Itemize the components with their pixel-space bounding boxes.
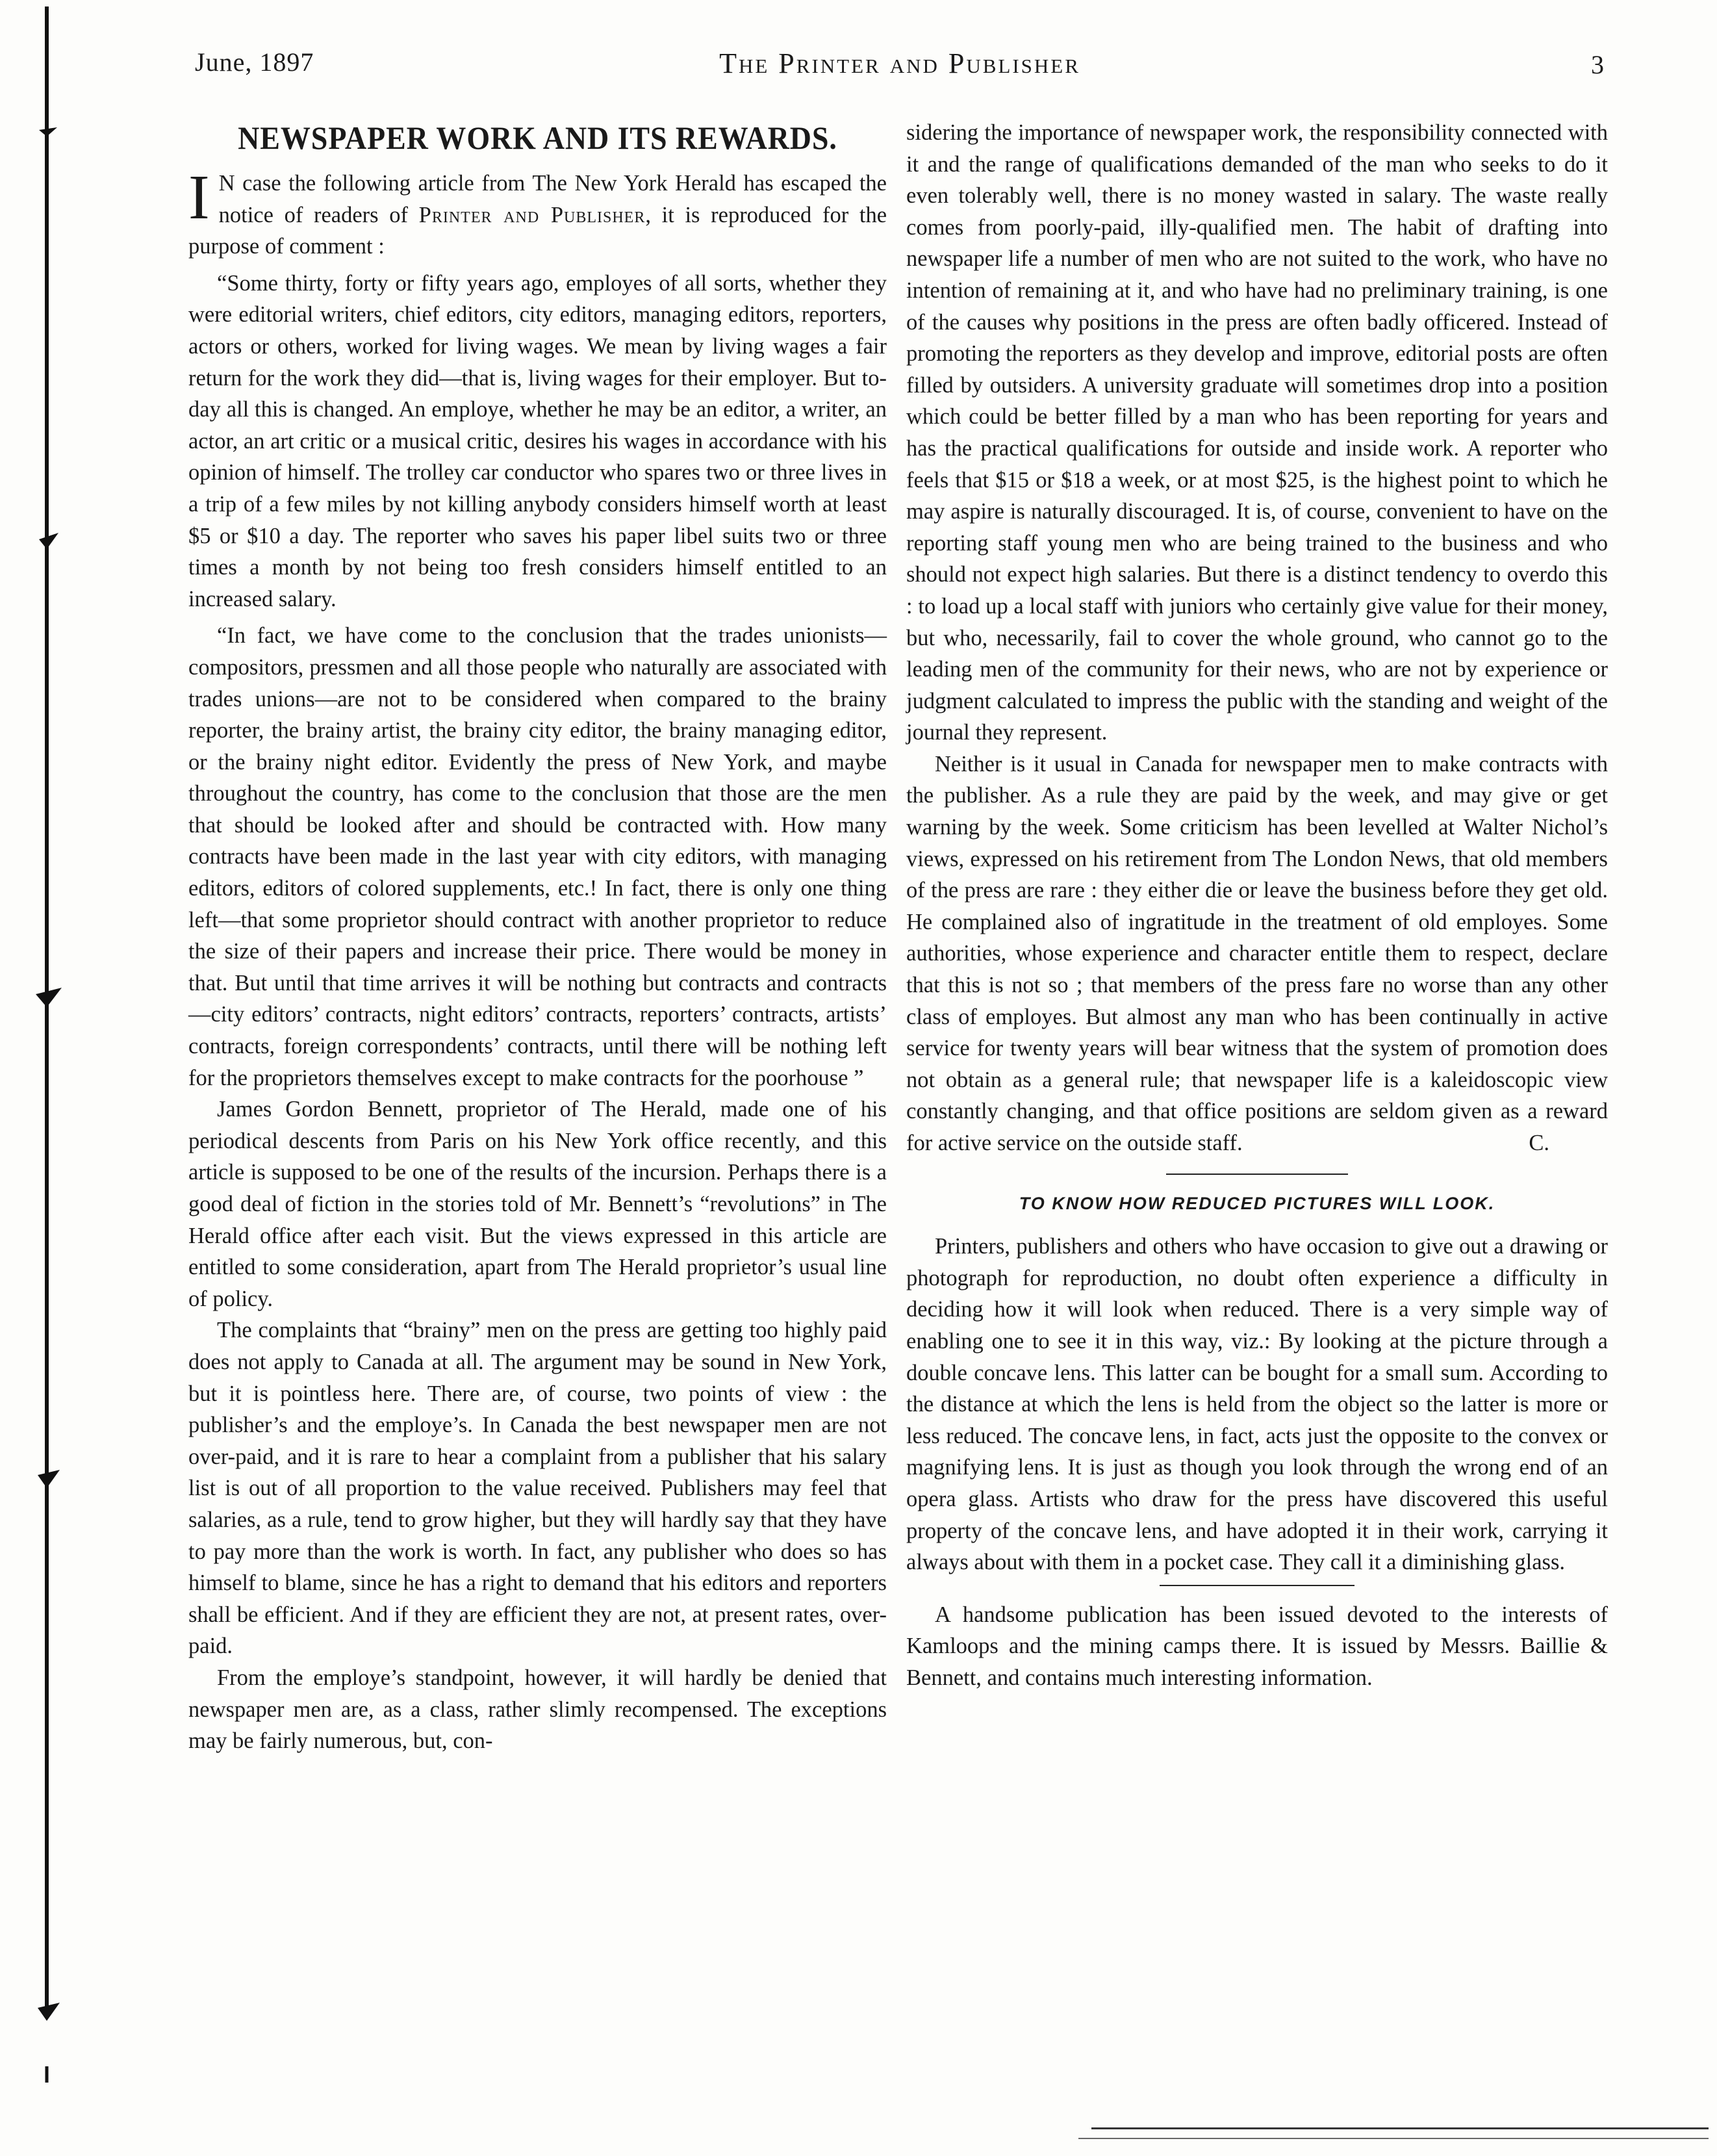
intro-text-before: N case the following article from The New York Herald has escaped the notice of readers of bbox=[218, 171, 887, 227]
issue-date: June, 1897 bbox=[195, 47, 314, 77]
right-column bbox=[906, 117, 1608, 1694]
footer-rule-2 bbox=[1078, 2138, 1709, 2139]
kamloops-paragraph: A handsome publication has been issued devoted to the interests of Kamloops and the mining camps there. It is issued by Messrs. Baillie & Bennett, and contains much interesting information. bbox=[906, 1602, 1608, 1690]
page-header bbox=[195, 47, 1605, 92]
quote-paragraph-1: “Some thirty, forty or fifty years ago, employes of all sorts, whether they were editorial writers, chief editors, city editors, managing editors, reporters, actors or others, worked for living wages. We mean by living wages a fair return for the work they did—that is, living wages for their employer. But to-day all this is changed. An employe, whether he may be an editor, a writer, an actor, an art critic or a musical critic, desires his wages in accordance with his opinion of himself. The trolley car conductor who spares two or three lives in a trip of a few miles by not killing anybody considers himself worth at least $5 or $10 a day. The reporter who saves his paper libel suits two or three times a month by not being too fresh considers himself entitled to an increased salary. bbox=[188, 270, 887, 611]
section-divider bbox=[1166, 1174, 1348, 1175]
drop-cap: I bbox=[188, 162, 210, 233]
continued-paragraph: sidering the importance of newspaper work, the responsibility connected with it and the range of qualifications demanded of the man who seeks to do it even tolerably well, there is no money wasted in salary. The waste really comes from poorly-paid, illy-qualified men. The habit of drafting into newspaper life a number of men who are not suited to the work, who have no intention of remaining at it, and who have had no preliminary training, is one of the causes why positions in the press are often badly officered. Instead of promoting the reporters as they develop and improve, editorial posts are often filled by outsiders. A university graduate will sometimes drop into a position which could be better filled by a man who has been reporting for years and has the practical qualifications for outside and inside work. A reporter who feels that $15 or $18 a week, or at most $25, is the highest point to which he may aspire is naturally discouraged. It is, of course, convenient to have on the reporting staff young men who are being trained to the business and who should not expect high salaries. But there is a distinct tendency to overdo this : to load up a local staff with juniors who certainly give value for their money, but who, necessarily, fail to cover the whole ground, who cannot go to the leading men of the community for their news, who are not by experience or judgment calculated to impress the public with the standing and weight of the journal they represent. bbox=[906, 120, 1608, 745]
publication-title: The Printer and Publisher bbox=[719, 47, 1080, 79]
binding-margin-marks bbox=[0, 0, 78, 2156]
footer-rule bbox=[1091, 2127, 1709, 2129]
page-number: 3 bbox=[1591, 50, 1605, 79]
body-paragraph-employe: From the employe’s standpoint, however, it will hardly be denied that newspaper men are, as a class, rather slimly recompensed. The exceptions may be fairly numerous, but, con- bbox=[188, 1665, 887, 1754]
publication-name: Printer and Publisher bbox=[418, 202, 646, 227]
intro-paragraph bbox=[188, 162, 887, 263]
lens-paragraph: Printers, publishers and others who have occasion to give out a drawing or photograph for reproduction, no doubt often experience a difficulty in deciding how it will look when reduced. There is a very simple way of enabling one to see it in this way, viz.: By looking at the picture through a double concave lens. This latter can be bought for a small sum. According to the distance at which the lens is held from the object so the latter is more or less reduced. The concave lens, in fact, acts just the opposite to the convex or magnifying lens. It is just as though you look through the wrong end of an opera glass. Artists who draw for the press have discovered this useful property of the concave lens, and have adopted it in their work, carrying it always about with them in a pocket case. They call it a diminishing glass. bbox=[906, 1234, 1608, 1575]
body-paragraph-bennett: James Gordon Bennett, proprietor of The Herald, made one of his periodical descents from Paris on his New York office recently, and this article is supposed to be one of the results of the incursion. Perhaps there is a good deal of fiction in the stories told of Mr. Bennett’s “revolutions” in The Herald office after each visit. But the views expressed in this article are entitled to some consideration, apart from The Herald proprietor’s usual line of policy. bbox=[188, 1097, 887, 1311]
section-divider-2 bbox=[1160, 1585, 1355, 1586]
section-subhead: TO KNOW HOW REDUCED PICTURES WILL LOOK. bbox=[1019, 1193, 1495, 1213]
body-paragraph-contracts: Neither is it usual in Canada for newspaper men to make contracts with the publisher. As a rule they are paid by the week, and may give or get warning by the week. Some criticism has been levelled at Walter Nichol’s views, expressed on his retirement from The London News, that old members of the press are rare : they either die or leave the business before they get old. He complained also of ingratitude in the treatment of old employes. Some authorities, whose experience and character entitle them to respect, declare that this is not so ; that members of the press fare no worse than any other class of employes. But almost any man who has been continually in active service for twenty years will bear witness that the system of promotion does not obtain as a general rule; that newspaper life is a kaleidoscopic view constantly changing, and that office positions are seldom given as a reward for active service on the outside staff. bbox=[906, 751, 1608, 1155]
quote-paragraph-2: “In fact, we have come to the conclusion that the trades unionists—compositors, pressmen and all those people who naturally are associated with trades unions—are not to be considered when compared to the brainy reporter, the brainy artist, the brainy city editor, the brainy managing editor, or the brainy night editor. Evidently the press of New York, and maybe throughout the country, has come to the conclusion that those are the men that should be looked after and should be contracted with. How many contracts have been made in the last year with city editors, with managing editors, editors of colored supplements, etc.! In fact, there is only one thing left—that some proprietor should contract with another proprietor to reduce the size of their papers and increase their price. There would be money in that. But until that time arrives it will be nothing but contracts and contracts—city editors’ contracts, night editors’ contracts, reporters’ contracts, artists’ contracts, foreign correspondents’ contracts, until there will be nothing left for the proprietors themselves except to make contracts for the poorhouse ” bbox=[188, 623, 887, 1090]
article-headline: NEWSPAPER WORK AND ITS REWARDS. bbox=[238, 120, 837, 156]
body-paragraph-canada: The complaints that “brainy” men on the press are getting too highly paid does not apply to Canada at all. The argument may be sound in New York, but it is pointless here. There are, of course, two points of view : the publisher’s and the employe’s. In Canada the best newspaper men are not over-paid, and it is rare to hear a complaint from a publisher that his salary list is out of all proportion to the value received. Publishers may feel that salaries, as a rule, tend to grow higher, but they will hardly say that they have to pay more than the work is worth. In fact, any publisher who does so has himself to blame, since he has a right to demand that his editors and reporters shall be efficient. And if they are efficient they are not, at present rates, over-paid. bbox=[188, 1318, 887, 1659]
left-column bbox=[188, 117, 887, 1757]
author-signature: C. bbox=[1529, 1131, 1549, 1155]
intro-text-after: , it is reproduced for the purpose of comment : bbox=[188, 202, 887, 259]
